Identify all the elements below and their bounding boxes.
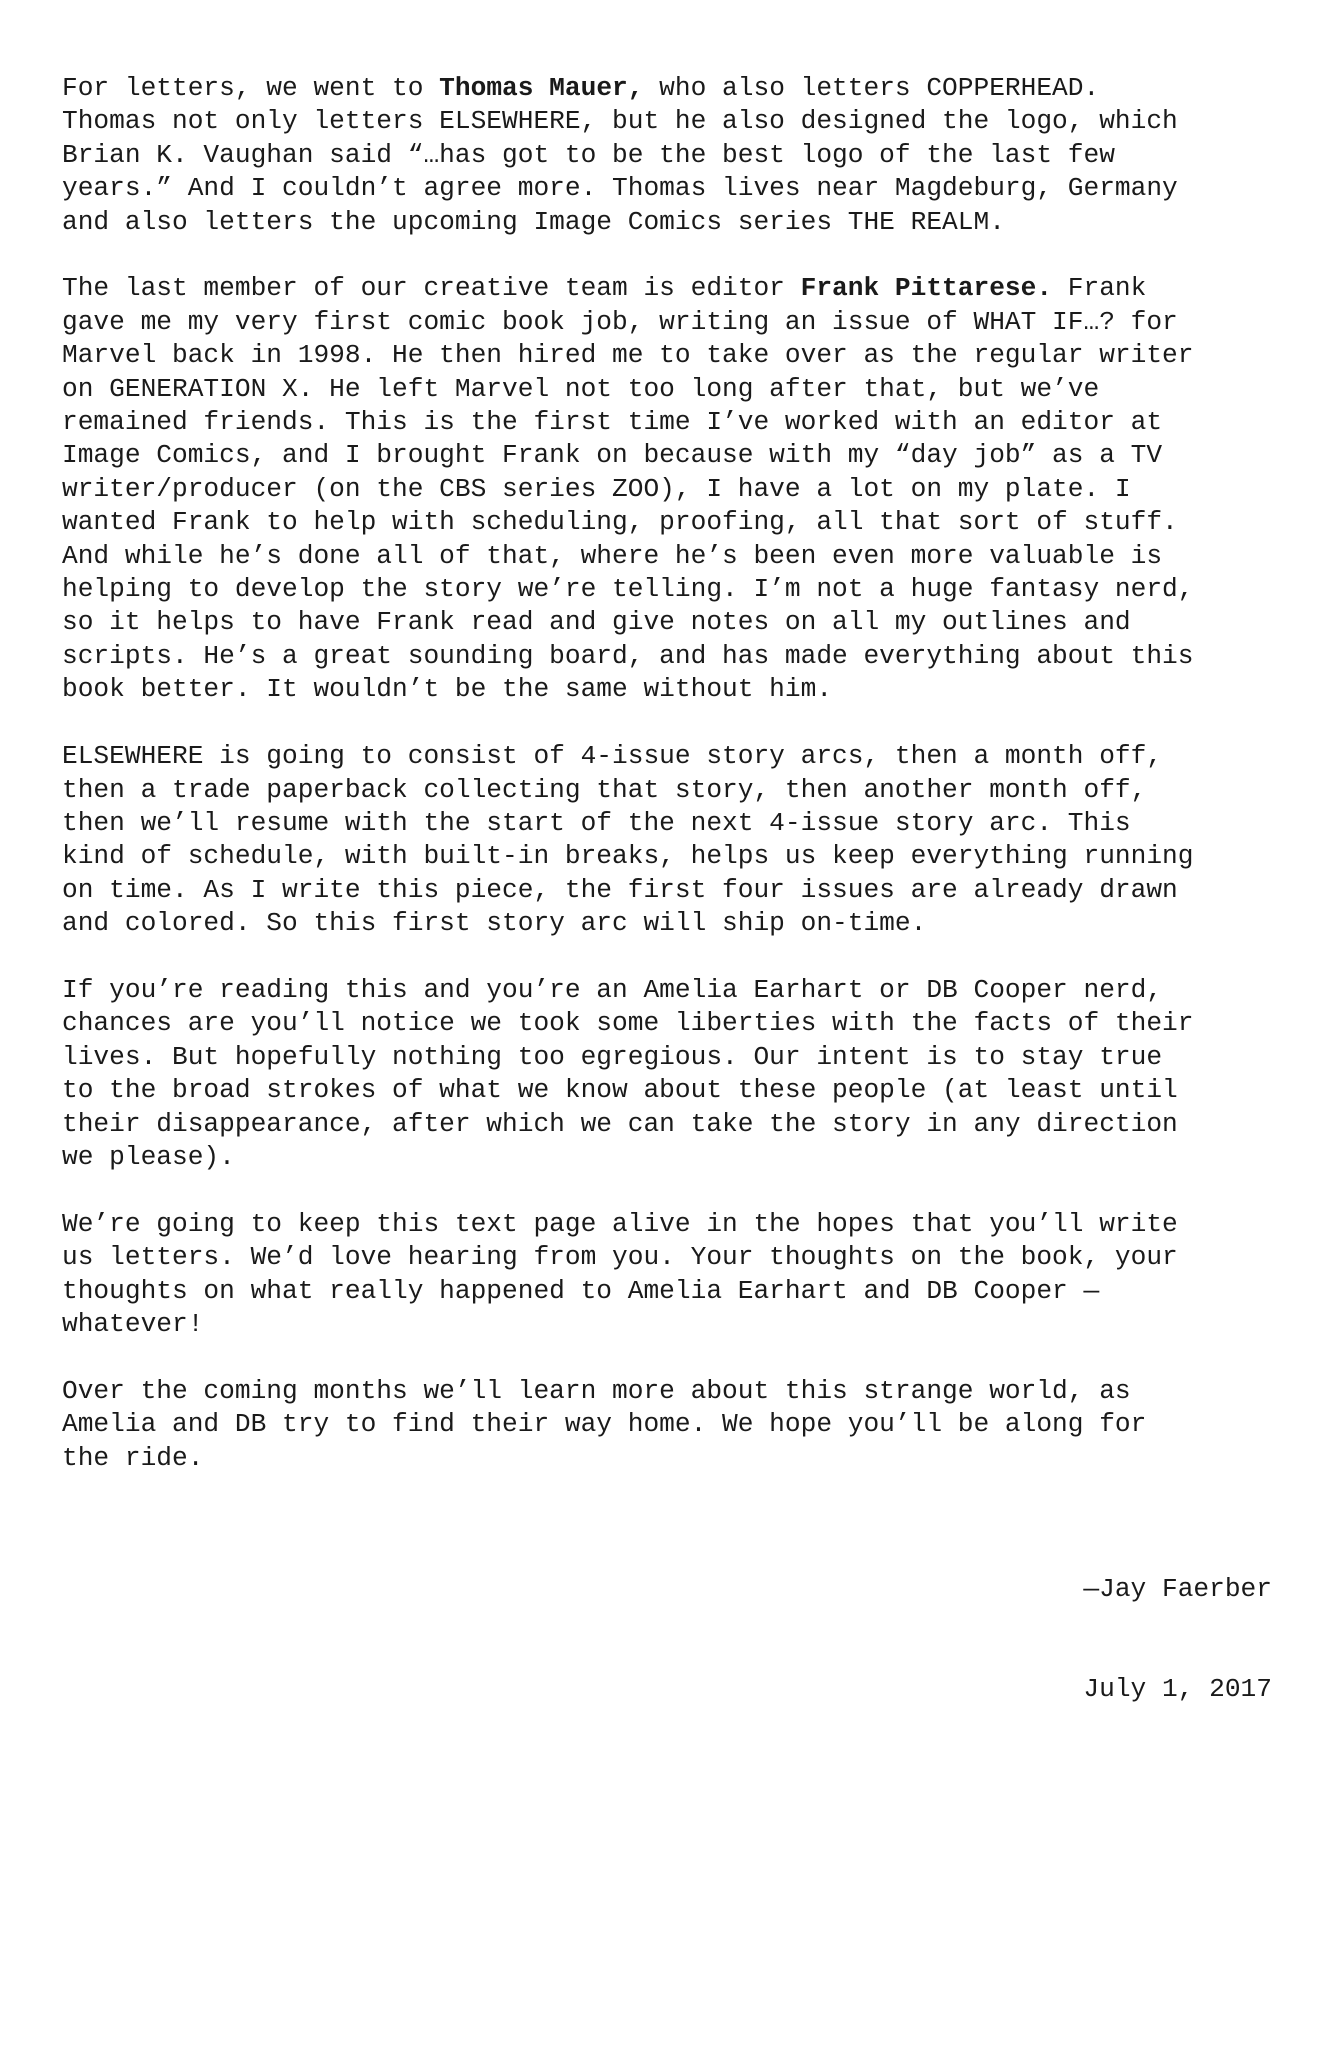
text-segment: Thomas not only letters ELSEWHERE, but he also designed the logo, which [62, 106, 1178, 137]
text-segment: who also letters COPPERHEAD. [643, 73, 1100, 103]
text-line [62, 339, 1272, 372]
text-segment: lives. But hopefully nothing too egregious. Our intent is to stay true [62, 1041, 1163, 1072]
text-line [62, 807, 1272, 840]
text-segment: Over the coming months we’ll learn more about this strange world, as [62, 1375, 1131, 1406]
text-line [62, 1375, 1272, 1408]
text-segment: Image Comics, and I brought Frank on because with my “day job” as a TV [62, 440, 1163, 471]
text-line [62, 1275, 1272, 1308]
text-line [62, 1007, 1272, 1040]
text-line [62, 406, 1272, 439]
paragraph [62, 1375, 1272, 1475]
text-line [62, 1141, 1272, 1174]
text-line [62, 172, 1272, 205]
text-line [62, 974, 1272, 1007]
text-segment: helping to develop the story we’re telling. I’m not a huge fantasy nerd, [62, 574, 1194, 605]
text-line [62, 1041, 1272, 1074]
text-line [62, 306, 1272, 339]
text-line [62, 606, 1272, 639]
text-line [62, 740, 1272, 773]
text-line [62, 272, 1272, 305]
text-line [62, 206, 1272, 239]
paragraph [62, 1208, 1272, 1342]
text-segment: years.” And I couldn’t agree more. Thomas lives near Magdeburg, Germany [62, 173, 1178, 204]
text-line [62, 1208, 1272, 1241]
text-segment: us letters. We’d love hearing from you. Your thoughts on the book, your [62, 1242, 1178, 1273]
paragraph [62, 72, 1272, 239]
text-segment: wanted Frank to help with scheduling, proofing, all that sort of stuff. [62, 507, 1178, 538]
text-line [62, 573, 1272, 606]
text-line [62, 1074, 1272, 1107]
signature-author: —Jay Faerber [1083, 1573, 1272, 1604]
signature-date: July 1, 2017 [1083, 1674, 1272, 1705]
text-line [62, 907, 1272, 940]
text-segment: And while he’s done all of that, where he’s been even more valuable is [62, 540, 1163, 571]
text-segment: the ride. [62, 1442, 204, 1473]
text-line [62, 1108, 1272, 1141]
text-segment: For letters, we went to [62, 73, 440, 103]
text-line [62, 840, 1272, 873]
text-line [62, 640, 1272, 673]
text-segment: remained friends. This is the first time I’ve worked with an editor at [62, 407, 1163, 438]
text-line [62, 1408, 1272, 1441]
paragraph [62, 272, 1272, 706]
text-line [62, 673, 1272, 706]
text-segment: If you’re reading this and you’re an Amelia Earhart or DB Cooper nerd, [62, 974, 1163, 1005]
text-segment: The last member of our creative team is editor [62, 273, 801, 304]
text-segment: then we’ll resume with the start of the next 4-issue story arc. This [62, 807, 1131, 838]
text-segment: Amelia and DB try to find their way home. We hope you’ll be along for [62, 1409, 1147, 1440]
text-segment: whatever! [62, 1308, 204, 1339]
bold-name: Thomas Mauer, [439, 73, 644, 103]
text-segment: on GENERATION X. He left Marvel not too long after that, but we’ve [62, 373, 1100, 404]
text-segment: then a trade paperback collecting that story, then another month off, [62, 774, 1147, 805]
text-segment: Frank [1052, 273, 1147, 304]
text-segment: and colored. So this first story arc will ship on-time. [62, 908, 927, 939]
text-segment: on time. As I write this piece, the first four issues are already drawn [62, 874, 1178, 905]
text-line [62, 874, 1272, 907]
text-segment: Marvel back in 1998. He then hired me to take over as the regular writer [62, 340, 1194, 371]
bold-name: Frank Pittarese. [800, 273, 1053, 304]
text-segment: thoughts on what really happened to Amelia Earhart and DB Cooper — [62, 1275, 1100, 1306]
text-segment: ELSEWHERE is going to consist of 4-issue story arcs, then a month off, [62, 741, 1163, 772]
letter-body [62, 72, 1272, 1508]
text-segment: gave me my very first comic book job, writing an issue of WHAT IF…? for [62, 306, 1178, 337]
text-line [62, 506, 1272, 539]
text-line [62, 373, 1272, 406]
text-segment: and also letters the upcoming Image Comics series THE REALM. [62, 206, 1005, 237]
text-line [62, 72, 1272, 105]
text-segment: scripts. He’s a great sounding board, and has made everything about this [62, 640, 1194, 671]
text-segment: writer/producer (on the CBS series ZOO), I have a lot on my plate. I [62, 473, 1131, 504]
text-line [62, 439, 1272, 472]
text-segment: book better. It wouldn’t be the same without him. [62, 674, 833, 705]
paragraph [62, 974, 1272, 1174]
text-segment: their disappearance, after which we can take the story in any direction [62, 1108, 1178, 1139]
signature-block [1083, 1506, 1272, 1740]
text-segment: chances are you’ll notice we took some liberties with the facts of their [62, 1008, 1194, 1039]
text-segment: we please). [62, 1141, 235, 1172]
text-line [62, 473, 1272, 506]
text-line [62, 1308, 1272, 1341]
text-line [62, 774, 1272, 807]
text-line [62, 1241, 1272, 1274]
text-line [62, 139, 1272, 172]
text-segment: kind of schedule, with built-in breaks, helps us keep everything running [62, 841, 1194, 872]
text-line [62, 540, 1272, 573]
text-segment: We’re going to keep this text page alive in the hopes that you’ll write [62, 1208, 1178, 1239]
text-segment: to the broad strokes of what we know about these people (at least until [62, 1075, 1178, 1106]
text-line [62, 105, 1272, 138]
paragraph [62, 740, 1272, 940]
text-segment: Brian K. Vaughan said “…has got to be the best logo of the last few [62, 139, 1115, 170]
text-line [62, 1442, 1272, 1475]
text-segment: so it helps to have Frank read and give notes on all my outlines and [62, 607, 1131, 638]
